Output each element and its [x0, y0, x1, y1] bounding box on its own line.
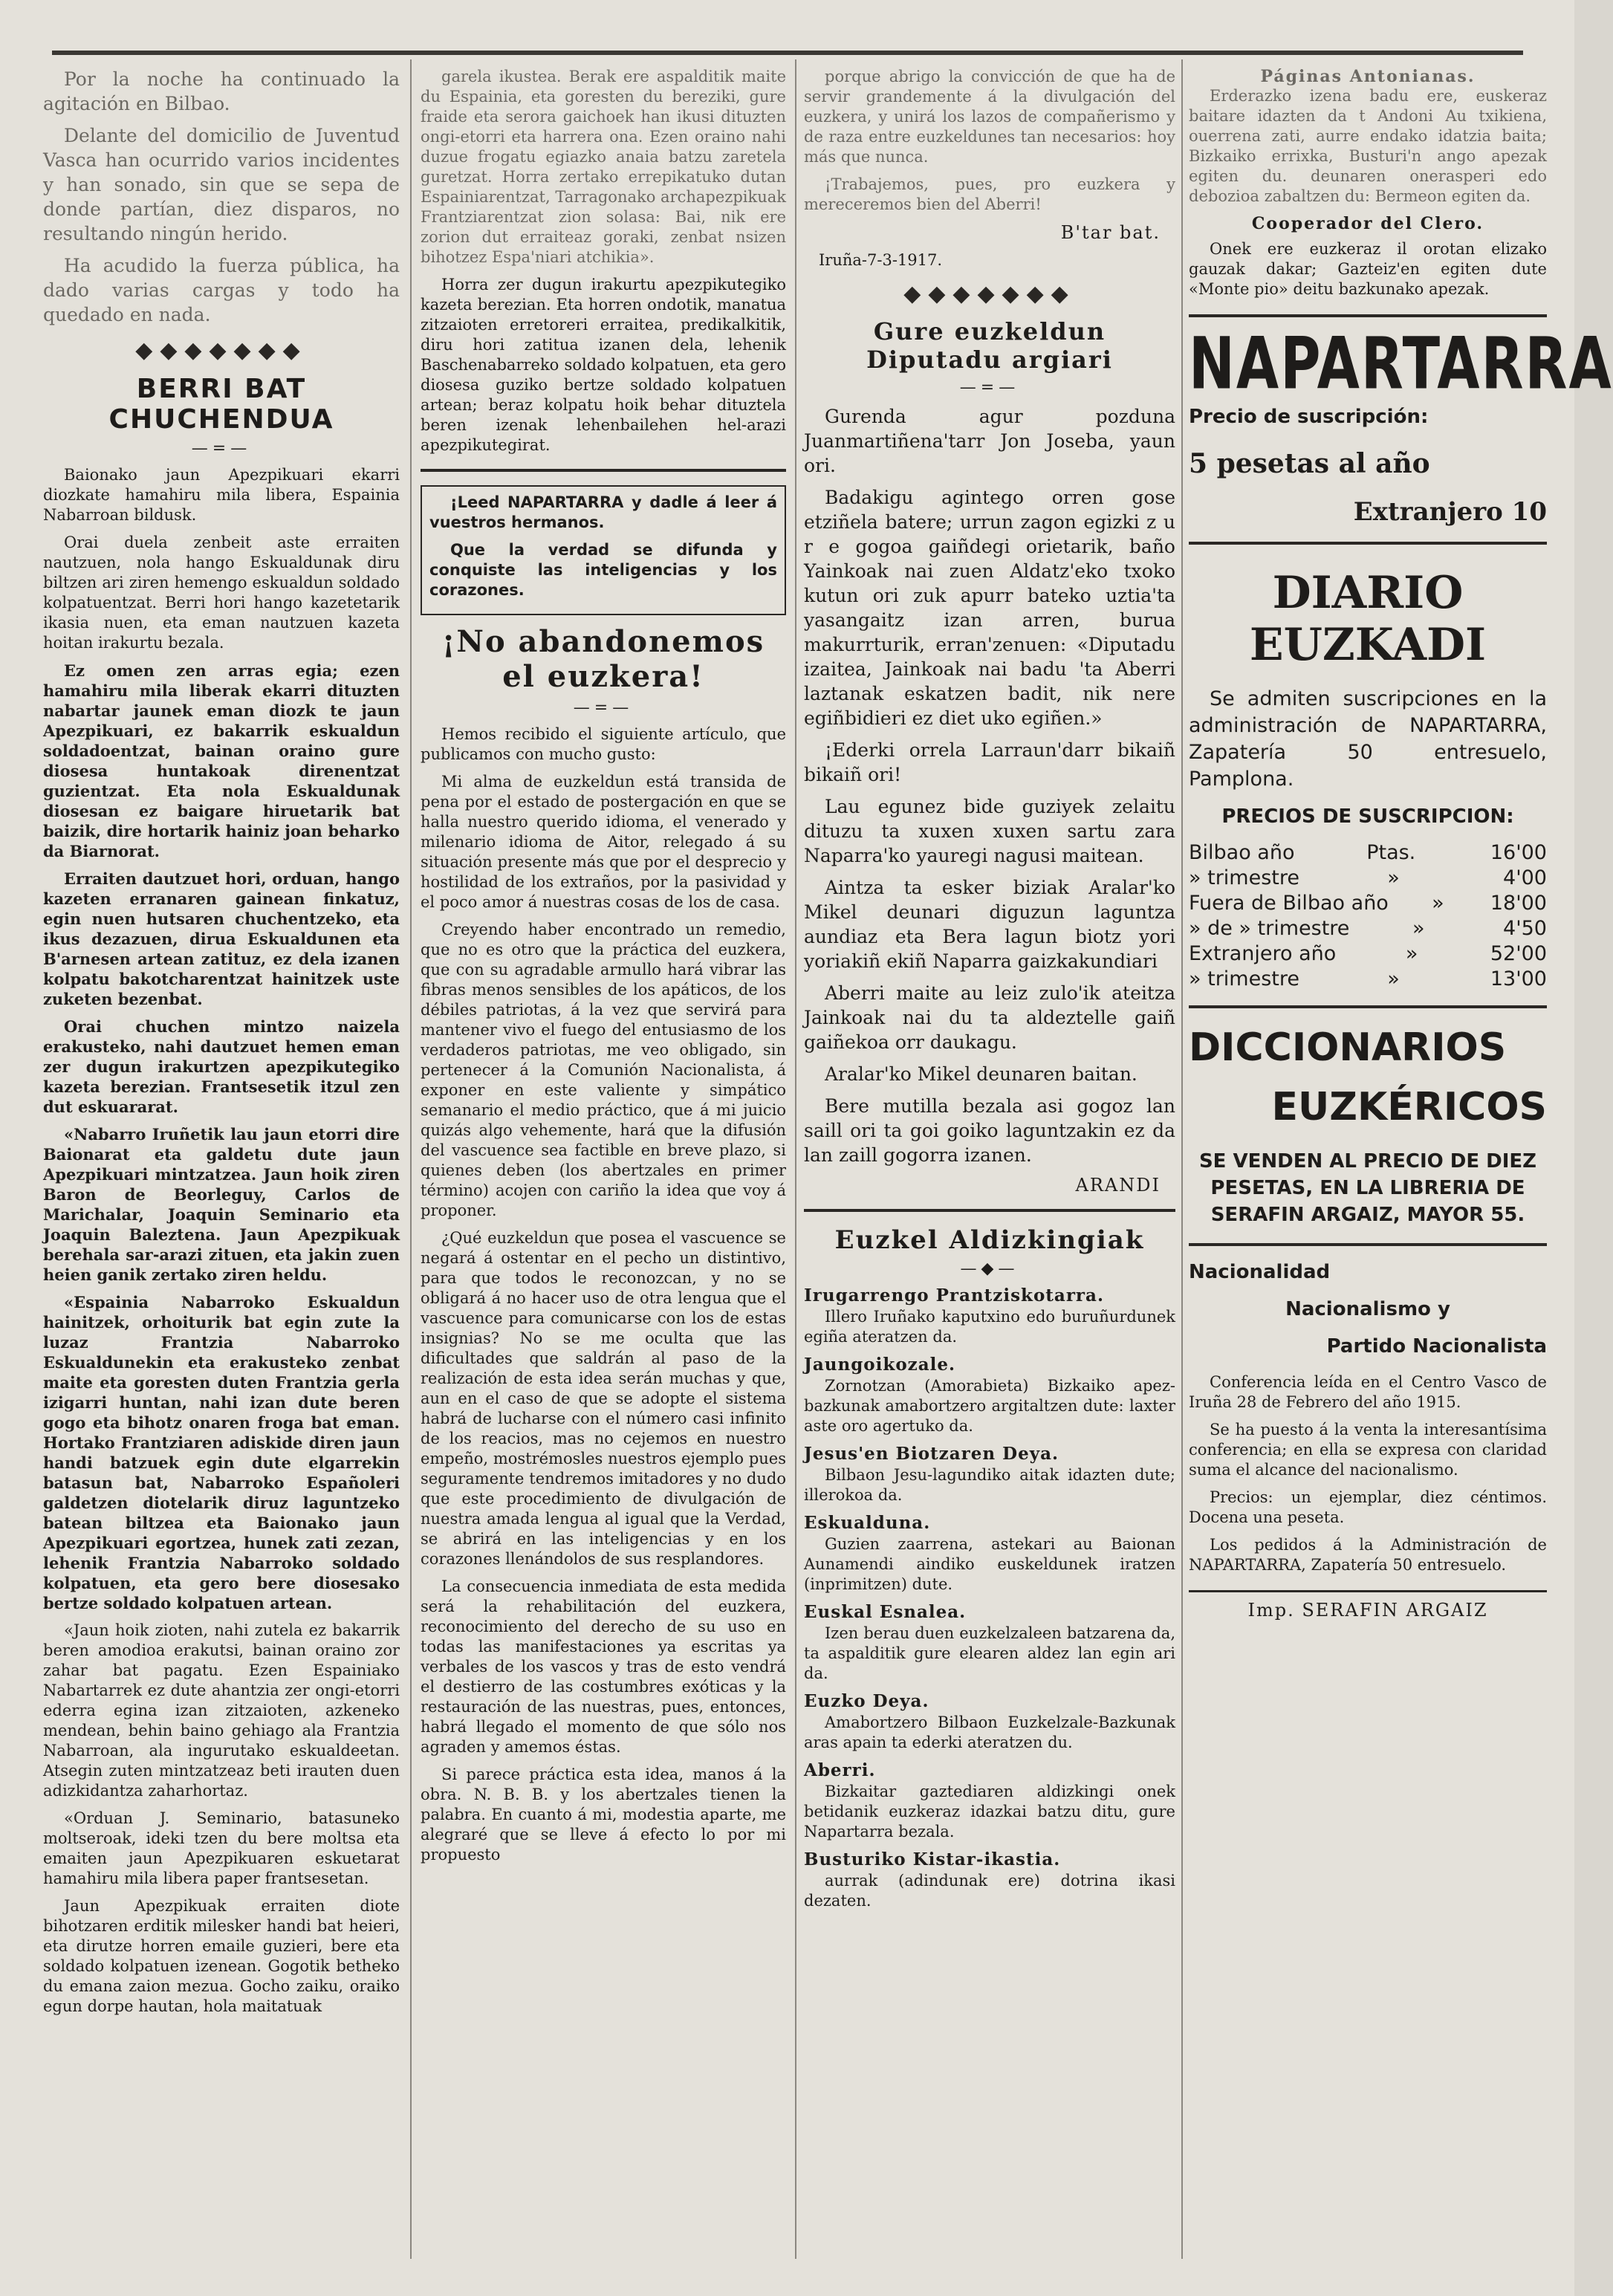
subscription-label: Precio de suscripción: [1189, 406, 1429, 428]
periodical-description: Onek ere euzkeraz il orotan elizako gauzak dakar; Gazteiz'en egiten dute «Monte pio» deitu bazkunako apezak. [1189, 240, 1547, 298]
price-value: 13'00 [1490, 967, 1547, 990]
periodical-title: Páginas Antonianas. [1260, 67, 1476, 86]
price-value: 52'00 [1490, 942, 1547, 965]
top-rule [52, 51, 1523, 55]
column-3 [804, 67, 1175, 2251]
price-value: 18'00 [1490, 892, 1547, 915]
article-paragraph: porque abrigo la convicción de que ha de servir grandemente á la divulgación del euzkera, y unirá los lazos de compañerismo y de raza entre euzkeldunes tan necesarios: hoy más que nunca. [804, 68, 1175, 166]
periodical-title: Busturiko Kistar-ikastia. [804, 1849, 1061, 1869]
article-paragraph: La consecuencia inmediata de esta medida será la rehabilitación del euzkera, reconocimiento del derecho de su uso en todas las manifestaciones ya escritas ya verbales de los vascos y tras de esto vendrá el destierro de las costumbres exóticas y la restauración de las nuestras, pues, entonces, habrá llegado el momento de que sólo nos agraden y amemos éstas. [421, 1577, 786, 1756]
title-dash: —=— [573, 698, 634, 717]
diccionarios-subtitle: EUZKÉRICOS [1271, 1085, 1547, 1129]
price-row [1189, 840, 1547, 866]
article-paragraph: Horra zer dugun irakurtu apezpikutegiko kazeta berezian. Eta horren ondotik, manatua zitzaioten erretoreri erraitea, predikalkitik, diru hori zatitua izanen dela, lehenik Baschenabarreko soldado kolpatuen, eta gero diosesa guziko bertze soldado kolpatuen artean; beraz kolpatu hoik behar dituztela beren izenak lehenbailehen hel-arazi apezpikutegirat. [421, 276, 786, 454]
ornament-divider: ◆◆◆◆◆◆◆ [903, 281, 1076, 307]
diario-euzkadi-title: DIARIO EUZKADI [1249, 567, 1487, 671]
periodical-title: Irugarrengo Prantziskotarra. [804, 1285, 1104, 1306]
signature: B'tar bat. [1060, 222, 1161, 243]
divider [1189, 1590, 1547, 1592]
article-paragraph: Si parece práctica esta idea, manos á la obra. N. B. B. y los abertzales tienen la palabra. En cuanto á mi, modestia aparte, me alegraré que se lleve á efecto lo por mi propuesto [421, 1765, 786, 1864]
periodical-description: Izen berau duen euzkelzaleen batzarena da, ta aspalditik gure elearen aldez lan egin ari da. [804, 1624, 1175, 1682]
notice-line: ¡Leed NAPARTARRA y dadle á leer á vuestros hermanos. [429, 493, 777, 531]
article-paragraph: «Orduan J. Seminario, batasuneko moltseroak, ideki tzen du bere moltsa eta emaiten jaun Apezpikuaren eskuetarat hamahiru mila libera paper frantsesetan. [43, 1809, 400, 1887]
article-paragraph: Badakigu agintego orren gose etziñela batere; urrun zagon egizki z u r e gogoa gaiñdegi orietarik, baño Yainkoak nai zuen Aldatz'eko txoko kutun ori zuk apurr bateko uztia'ta yasangaitz izan arren, burua makurrturik, erran'zenuen: «Diputadu izaitea, Jainkoak nai badu 'ta Aberri laztanak eskatzen badit, nik nere egiñbidieri ez diet uko egiñen.» [804, 487, 1175, 729]
article-title: Gure euzkeldun Diputadu argiari [866, 317, 1113, 374]
periodical-title: Euskal Esnalea. [804, 1602, 967, 1622]
article-paragraph: Gurenda agur pozduna Juanmartiñena'tarr Jon Joseba, yaun ori. [804, 406, 1175, 476]
article-paragraph: Aberri maite au leiz zulo'ik ateitza Jainkoak nai du ta aldeztelle gaiñ gaiñekoa orr daukagu. [804, 982, 1175, 1053]
title-ornament: —◆— [960, 1259, 1019, 1278]
periodical-description: Amabortzero Bilbaon Euzkelzale-Bazkunak aras apain ta ederki ateratzen du. [804, 1713, 1175, 1751]
periodical-description: Erderazko izena badu ere, euskeraz baitare idazten da t Andoni Au txikiena, ouerrena zati, aurre endako idatzia baita; Bizkaiko errixka, Busturi'n ango apezak egiten du. deunaren onerasperi edo debozioa zabaltzen du: Bermeon egiten da. [1189, 87, 1547, 205]
ornament-divider: ◆◆◆◆◆◆◆ [135, 337, 308, 363]
masthead-napartarra: NAPARTARRA [1189, 322, 1613, 406]
article-paragraph: ¿Qué euzkeldun que posea el vascuence se negará á ostentar en el pecho un distintivo, para que todos le reconozcan, y no se obligará á no hacer uso de otra lengua que el vascuence para comunicarse con los de estas insignias? No se me oculta que las dificultades que saldrán al paso de la realización de esta idea serán muchas y que, aun en el caso de que se adopte el sistema habrá de lucharse con el número casi infinito de los reacios, mas no cejemos en nuestro empeño, mostrémosles nuestros ejemplo pues seguramente tendremos imitadores y no dudo que este procedimiento de divulgación de nuestra amada lengua al igual que la Verdad, se abrirá en las inteligencias y en los corazones llenándolos de sus resplandores. [421, 1229, 786, 1568]
intro-paragraph: Ha acudido la fuerza pública, ha dado varias cargas y todo ha quedado en nada. [43, 255, 400, 325]
price-value: 4'00 [1503, 866, 1547, 889]
partido-heading: Partido Nacionalista [1326, 1335, 1547, 1358]
divider [1189, 1243, 1547, 1246]
divider [1189, 314, 1547, 317]
signature: ARANDI [1075, 1175, 1161, 1196]
article-paragraph: Erraiten dautzuet hori, orduan, hango kazeten erranaren gainean finkatuz, egin nuen hutsaren chuchentzeko, eta ikus dezazuen, dirua Eskualdunen eta B'arnesen artean zatituz, ez dela izanen kolpatu bakotcharentzat hainitzek uste zuketen bezenbat. [43, 869, 400, 1008]
price-label: Fuera de Bilbao año [1189, 892, 1389, 915]
periodical-description: Illero Iruñako kaputxino edo buruñurdunek egiña ateratzen da. [804, 1308, 1175, 1346]
foreign-price: Extranjero 10 [1353, 497, 1547, 527]
conference-paragraph: Se ha puesto á la venta la interesantísima conferencia; en ella se expresa con claridad suma el alcance del nacionalismo. [1189, 1421, 1547, 1479]
price-label: » de » trimestre [1189, 917, 1350, 940]
article-paragraph: Orai chuchen mintzo naizela erakusteko, nahi dautzuet hemen eman zer dugun irakurtzen apezpikutegiko kazeta berezian. Frantsesetik itzul zen dut eskuararat. [43, 1017, 400, 1116]
notice-box [421, 485, 786, 615]
title-dash: —=— [959, 378, 1020, 397]
article-paragraph: Aralar'ko Mikel deunaren baitan. [825, 1063, 1137, 1085]
notice-line: Que la verdad se difunda y conquiste las inteligencias y los corazones. [429, 541, 777, 599]
divider [421, 469, 786, 472]
subscription-price: 5 pesetas al año [1189, 448, 1430, 479]
article-paragraph: Hemos recibido el siguiente artículo, que publicamos con mucho gusto: [421, 725, 786, 763]
price-row [1189, 891, 1547, 916]
periodical-description: Guzien zaarrena, astekari au Baionan Aunamendi aindiko euskeldunek iratzen (inprimitzen) dute. [804, 1535, 1175, 1593]
periodical-description: aurrak (adindunak ere) dotrina ikasi dezaten. [804, 1872, 1175, 1910]
article-title: ¡No abandonemos el euzkera! [441, 624, 765, 694]
article-paragraph: «Espainia Nabarroko Eskualdun hainitzek, orhoiturik bat egin zute la luzaz Frantzia Nabarroko Eskualdunekin eta erakusteko zenbat maite eta goresten duten Frantzia gerla izigarri huntan, nahi izan dute beren gogo eta bihotz onaren froga bat eman. Hortako Frantziaren adiskide diren jaun handi batzuek egin dute elgarrekin batasun bat, Nabarroko Españoleri galdetzen diotelarik diruz laguntzeko batean biltzea eta Baionako jaun Apezpikuari egortzea, hunek zati zezan, lehenik Frantzia Nabarroko soldado kolpatuen, eta gero bere diosesako bertze soldado kolpatuen artean. [43, 1293, 400, 1612]
price-label: » trimestre [1189, 866, 1299, 889]
article-paragraph: Creyendo haber encontrado un remedio, que no es otro que la práctica del euzkera, que con su agradable armullo hará vibrar las fibras menos sensibles de los apáticos, de los débiles patriotas, á la vez que servirá para mantener vivo el fuego del entusiasmo de los verdaderos patriotas, me veo obligado, sin pertenecer á la Comunión Nacionalista, á exponer en este valiente y simpático semanario el medio práctico, que á mi juicio quizás algo vehemente, hará que la difusión del vascuence sea factible en breve plazo, si quienes deben (los abertzales en primer término) acojen con cariño la idea que voy á proponer. [421, 921, 786, 1219]
column-2 [421, 67, 786, 2251]
conference-paragraph: Conferencia leída en el Centro Vasco de Iruña 28 de Febrero del año 1915. [1189, 1373, 1547, 1411]
column-rule [1181, 59, 1183, 2259]
price-label: Bilbao año [1189, 841, 1295, 864]
periodical-title: Jaungoikozale. [804, 1355, 956, 1375]
article-title: Euzkel Aldizkingiak [834, 1225, 1145, 1255]
intro-paragraph: Delante del domicilio de Juventud Vasca han ocurrido varios incidentes y han sonado, sin que se sepa de donde partían, diez disparos, no resultando ningún herido. [43, 125, 400, 244]
price-currency: » [1387, 866, 1400, 889]
periodical-title: Aberri. [804, 1760, 876, 1780]
article-paragraph: «Jaun hoik zioten, nahi zutela ez bakarrik beren amodioa erakutsi, bainan oraino zor zahar bat pagatu. Ezen Espainiako Nabartarrek ez dute ahantzia zer ongi-etorri ederra egina izan zitzaioten, azkeneko mendean, behin baino gehiago ala Frantzia Nabarroan, ala ingurutako eskualdeetan. Atsegin zuten mintzatzeaz beti irauten duen adizkidantza zaharhortaz. [43, 1621, 400, 1800]
price-label: » trimestre [1189, 967, 1299, 990]
article-paragraph: garela ikustea. Berak ere aspalditik maite du Espainia, eta goresten du bereziki, gure fraide eta serora gaichoek han ikusi dituzten ongi-etorri eta harrera ona. Ezen oraino nahi duzue frogatu egiazko anaia batzu zaretela guretzat. Horra zertako errepikatuko dutan Espainiarentzat, Tarragonako archapezpikuak Frantziarentzat zion solasa: Bai, nik ere zorion dut erraiteaz goraki, zenbat nsizen bihotzez Espa'niari atchikia». [421, 68, 786, 266]
article-paragraph: ¡Trabajemos, pues, pro euzkera y mereceremos bien del Aberri! [804, 175, 1175, 213]
dateline: Iruña-7-3-1917. [819, 251, 943, 269]
price-row [1189, 967, 1547, 992]
conference-paragraph: Los pedidos á la Administración de NAPARTARRA, Zapatería 50 entresuelo. [1189, 1536, 1547, 1574]
article-title: BERRI BAT CHUCHENDUA [108, 374, 334, 435]
periodical-description: Zornotzan (Amorabieta) Bizkaiko apez-bazkunak amabortzero argitaltzen dute: laxter aste oro agertuko da. [804, 1377, 1175, 1435]
imprint: Imp. SERAFIN ARGAIZ [1247, 1600, 1488, 1621]
article-paragraph: ¡Ederki orrela Larraun'darr bikaiñ bikaiñ ori! [804, 739, 1175, 785]
price-value: 4'50 [1503, 917, 1547, 940]
periodical-title: Cooperador del Clero. [1251, 214, 1484, 233]
article-paragraph: «Nabarro Iruñetik lau jaun etorri dire Baionarat eta galdetu dute jaun Apezpikuari mintzatzea. Jaun hoik ziren Baron de Beorleguy, Carlos de Marichalar, Joaquin Seminario eta Joaquin Baleztena. Jaun Apezpikuak berehala sar-arazi zituen, eta jakin zuen heien ganik zertako ziren heldu. [43, 1125, 400, 1284]
price-currency: » [1405, 942, 1418, 965]
nacionalidad-heading: Nacionalidad [1189, 1261, 1331, 1283]
article-paragraph: Ez omen zen arras egia; ezen hamahiru mila liberak ekarri dituzten nabartar jaunek eman diozk te jaun Apezpikuari, ez bakarrik eskualdun soldadoentzat, bainan oraino gure diosesa huntakoak direnentzat guzientzat. Eta nola Eskualdunak diosesan ez baigare hiruetarik bat baizik, dire hortarik hainiz joan beharko da Biarnorat. [43, 661, 400, 860]
periodical-title: Euzko Deya. [804, 1691, 929, 1711]
periodical-description: Bilbaon Jesu-lagundiko aitak idazten dute; illerokoa da. [804, 1466, 1175, 1504]
article-paragraph: Aintza ta esker biziak Aralar'ko Mikel deunari diguzun laguntza aundiaz eta Bera lagun biotz yori yoriakiñ ekiñ Naparra gaizkakundiari [804, 877, 1175, 972]
periodical-title: Jesus'en Biotzaren Deya. [804, 1444, 1059, 1464]
article-paragraph: Lau egunez bide guziyek zelaitu dituzu ta xuxen xuxen sartu zara Naparra'ko yauregi nagusi maitean. [804, 796, 1175, 866]
price-row [1189, 941, 1547, 967]
divider [1189, 542, 1547, 545]
title-dash: —=— [191, 439, 252, 458]
price-label: Extranjero año [1189, 942, 1337, 965]
diccionarios-text: SE VENDEN AL PRECIO DE DIEZ PESETAS, EN LA LIBRERIA DE SERAFIN ARGAIZ, MAYOR 55. [1198, 1150, 1537, 1226]
periodical-description: Bizkaitar gaztediaren aldizkingi onek betidanik euzkeraz idazkai batzu ditu, gure Napartarra bezala. [804, 1783, 1175, 1841]
price-currency: Ptas. [1366, 841, 1416, 864]
column-rule [410, 59, 412, 2259]
price-row [1189, 866, 1547, 891]
prices-title: PRECIOS DE SUSCRIPCION: [1221, 805, 1514, 828]
column-rule [795, 59, 796, 2259]
article-paragraph: Orai duela zenbeit aste erraiten nautzuen, nola hango Eskualdunak diru biltzen ari ziren hemengo eskualdun soldado kolpatuentzat. Berri hori hango kazetetarik ikasia nuen, eta eman nautzuen kazeta hoitan irakurtu bezala. [43, 534, 400, 652]
price-row [1189, 916, 1547, 941]
article-paragraph: Jaun Apezpikuak erraiten diote bihotzaren erditik milesker handi bat heieri, eta dirutze horren emaile guzieri, bere eta soldado kolpatuen izenean. Gogotik betheko du emana zaion mezua. Gocho zaiku, oraiko egun dorpe hautan, hola maitatuak [43, 1897, 400, 2015]
price-currency: » [1432, 892, 1444, 915]
article-paragraph: Bere mutilla bezala asi gogoz lan saill ori ta goi goiko laguntzakin ez da lan zaill gogorra izanen. [804, 1095, 1175, 1166]
article-paragraph: Baionako jaun Apezpikuari ekarri diozkate hamahiru mila libera, Espainia Nabarroan bildusk. [43, 466, 400, 524]
intro-paragraph: Por la noche ha continuado la agitación en Bilbao. [43, 68, 400, 114]
periodical-title: Eskualduna. [804, 1513, 931, 1533]
price-currency: » [1412, 917, 1425, 940]
column-1 [43, 67, 400, 2251]
divider [804, 1209, 1175, 1212]
divider [1189, 1005, 1547, 1008]
diccionarios-title: DICCIONARIOS [1189, 1025, 1507, 1070]
column-4 [1189, 67, 1613, 2251]
price-currency: » [1387, 967, 1400, 990]
article-paragraph: Mi alma de euzkeldun está transida de pena por el estado de postergación en que se halla nuestro querido idioma, el venerado y milenario idioma de Aitor, relegado á su situación presente más que por el desprecio y hostilidad de los extraños, por la pasividad y el poco amor á nuestras cosas de los de casa. [421, 773, 786, 911]
nacionalismo-heading: Nacionalismo y [1285, 1298, 1450, 1320]
price-value: 16'00 [1490, 841, 1547, 864]
conference-paragraph: Precios: un ejemplar, diez céntimos. Docena una peseta. [1189, 1488, 1547, 1526]
diario-text: Se admiten suscripciones en la administración de NAPARTARRA, Zapatería 50 entresuelo, Pamplona. [1189, 687, 1547, 791]
